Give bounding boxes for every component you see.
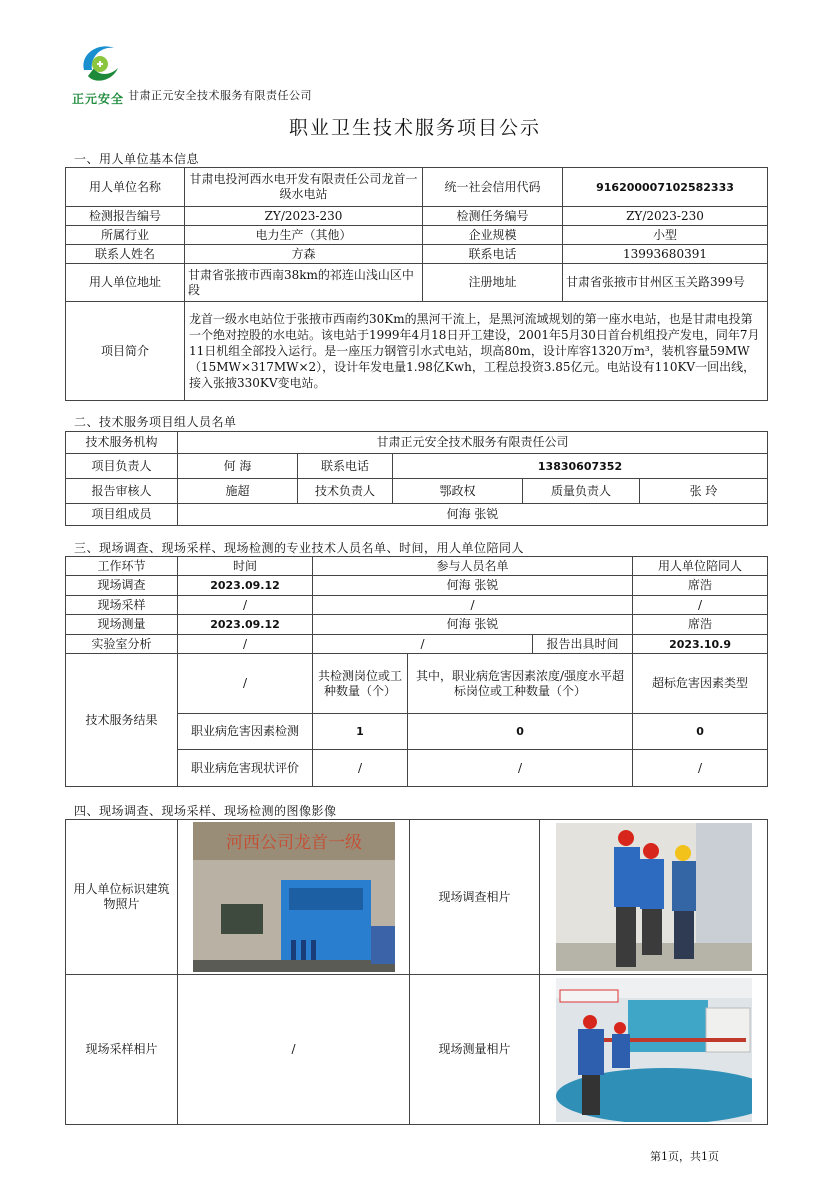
unit-name-label: 用人单位名称 xyxy=(66,168,185,207)
result-r2-v2: / xyxy=(408,750,633,787)
task-no: ZY/2023-230 xyxy=(563,207,768,226)
survey-time: 2023.09.12 xyxy=(178,576,313,596)
leader: 何 海 xyxy=(178,454,298,479)
survey-escort: 席浩 xyxy=(633,576,768,596)
quality: 张 玲 xyxy=(640,479,768,504)
measure-photo-cell xyxy=(540,975,768,1125)
org-label: 技术服务机构 xyxy=(66,432,178,454)
reg-address: 甘肃省张掖市甘州区玉关路399号 xyxy=(563,264,768,302)
reviewer-label: 报告审核人 xyxy=(66,479,178,504)
result-r2-v1: / xyxy=(313,750,408,787)
lab-people: / xyxy=(313,635,533,654)
industry: 电力生产（其他） xyxy=(185,226,423,245)
address-label: 用人单位地址 xyxy=(66,264,185,302)
stage-survey: 现场调查 xyxy=(66,576,178,596)
scale: 小型 xyxy=(563,226,768,245)
company-logo-icon xyxy=(76,40,124,88)
survey-people: 何海 张锐 xyxy=(313,576,633,596)
report-no-label: 检测报告编号 xyxy=(66,207,185,226)
credit-code-label: 统一社会信用代码 xyxy=(423,168,563,207)
sampling-value: / xyxy=(178,975,410,1125)
stage-sampling: 现场采样 xyxy=(66,596,178,615)
letterhead xyxy=(72,40,412,105)
leader-phone-label: 联系电话 xyxy=(298,454,393,479)
survey-label: 现场调查相片 xyxy=(410,820,540,975)
photo-table xyxy=(65,819,768,1125)
section-4-heading: 四、现场调查、现场采样、现场检测的图像影像 xyxy=(74,804,337,818)
intro-label: 项目简介 xyxy=(66,302,185,401)
section-1-heading: 一、用人单位基本信息 xyxy=(74,152,200,166)
result-r1-label: 职业病危害因素检测 xyxy=(178,714,313,750)
reviewer: 施超 xyxy=(178,479,298,504)
sampling-time: / xyxy=(178,596,313,615)
result-r1-v1: 1 xyxy=(313,714,408,750)
phone-label: 联系电话 xyxy=(423,245,563,264)
survey-photo-cell xyxy=(540,820,768,975)
building-sign: 河西公司龙首一级 xyxy=(225,833,362,853)
stage-measure: 现场测量 xyxy=(66,615,178,635)
company-name: 甘肃正元安全技术服务有限责任公司 xyxy=(128,89,312,102)
unit-info-table xyxy=(65,167,768,401)
scale-label: 企业规模 xyxy=(423,226,563,245)
task-no-label: 检测任务编号 xyxy=(423,207,563,226)
logo-text: 正元安全 xyxy=(72,92,125,106)
measure-people: 何海 张锐 xyxy=(313,615,633,635)
building-photo xyxy=(193,822,395,972)
phone: 13993680391 xyxy=(563,245,768,264)
measure-photo xyxy=(556,978,752,1122)
page-number: 第1页，共1页 xyxy=(650,1150,719,1163)
org: 甘肃正元安全技术服务有限责任公司 xyxy=(178,432,768,454)
result-blank: / xyxy=(178,654,313,714)
lab-time: / xyxy=(178,635,313,654)
result-r1-v2: 0 xyxy=(408,714,633,750)
report-no: ZY/2023-230 xyxy=(185,207,423,226)
lab-label: 实验室分析 xyxy=(66,635,178,654)
result-label: 技术服务结果 xyxy=(66,654,178,787)
result-r1-v3: 0 xyxy=(633,714,768,750)
contact: 方森 xyxy=(185,245,423,264)
sampling-label: 现场采样相片 xyxy=(66,975,178,1125)
building-label: 用人单位标识建筑物照片 xyxy=(66,820,178,975)
measure-label: 现场测量相片 xyxy=(410,975,540,1125)
tech-label: 技术负责人 xyxy=(298,479,393,504)
measure-time: 2023.09.12 xyxy=(178,615,313,635)
leader-phone: 13830607352 xyxy=(393,454,768,479)
address: 甘肃省张掖市西南38km的祁连山浅山区中段 xyxy=(185,264,423,302)
intro: 龙首一级水电站位于张掖市西南约30Km的黑河干流上，是黑河流域规划的第一座水电站，也是甘肃电投第一个绝对控股的水电站。该电站于1999年4月18日开工建设，2001年5月30日首台机组投产发电，同年7月11日机组全部投入运行。是一座压力钢管引水式电站，坝高80m，设计库容1320万m³，装机容量59MW（15MW×317MW×2），设计年发电量1.98亿Kwh，工程总投资3.85亿元。电站设有110KV一回出线，接入张掖330KV变电站。 xyxy=(185,302,768,401)
result-r2-v3: / xyxy=(633,750,768,787)
reg-label: 注册地址 xyxy=(423,264,563,302)
unit-name: 甘肃电投河西水电开发有限责任公司龙首一级水电站 xyxy=(185,168,423,207)
result-h3: 超标危害因素类型 xyxy=(633,654,768,714)
col-stage: 工作环节 xyxy=(66,557,178,576)
team-table xyxy=(65,431,768,526)
field-work-table xyxy=(65,556,768,787)
result-h2: 其中，职业病危害因素浓度/强度水平超标岗位或工种数量（个） xyxy=(408,654,633,714)
report-date: 2023.10.9 xyxy=(633,635,768,654)
credit-code: 916200007102582333 xyxy=(563,168,768,207)
col-time: 时间 xyxy=(178,557,313,576)
report-date-label: 报告出具时间 xyxy=(533,635,633,654)
quality-label: 质量负责人 xyxy=(523,479,640,504)
sampling-escort: / xyxy=(633,596,768,615)
col-people: 参与人员名单 xyxy=(313,557,633,576)
contact-label: 联系人姓名 xyxy=(66,245,185,264)
measure-escort: 席浩 xyxy=(633,615,768,635)
sampling-people: / xyxy=(313,596,633,615)
tech: 鄂政权 xyxy=(393,479,523,504)
col-escort: 用人单位陪同人 xyxy=(633,557,768,576)
members: 何海 张锐 xyxy=(178,504,768,526)
members-label: 项目组成员 xyxy=(66,504,178,526)
section-2-heading: 二、技术服务项目组人员名单 xyxy=(74,415,237,429)
page-title: 职业卫生技术服务项目公示 xyxy=(288,117,541,139)
result-r2-label: 职业病危害现状评价 xyxy=(178,750,313,787)
building-photo-cell xyxy=(178,820,410,975)
result-h1: 共检测岗位或工种数量（个） xyxy=(313,654,408,714)
industry-label: 所属行业 xyxy=(66,226,185,245)
survey-photo xyxy=(556,823,752,971)
leader-label: 项目负责人 xyxy=(66,454,178,479)
section-3-heading: 三、现场调查、现场采样、现场检测的专业技术人员名单、时间，用人单位陪同人 xyxy=(74,541,525,555)
